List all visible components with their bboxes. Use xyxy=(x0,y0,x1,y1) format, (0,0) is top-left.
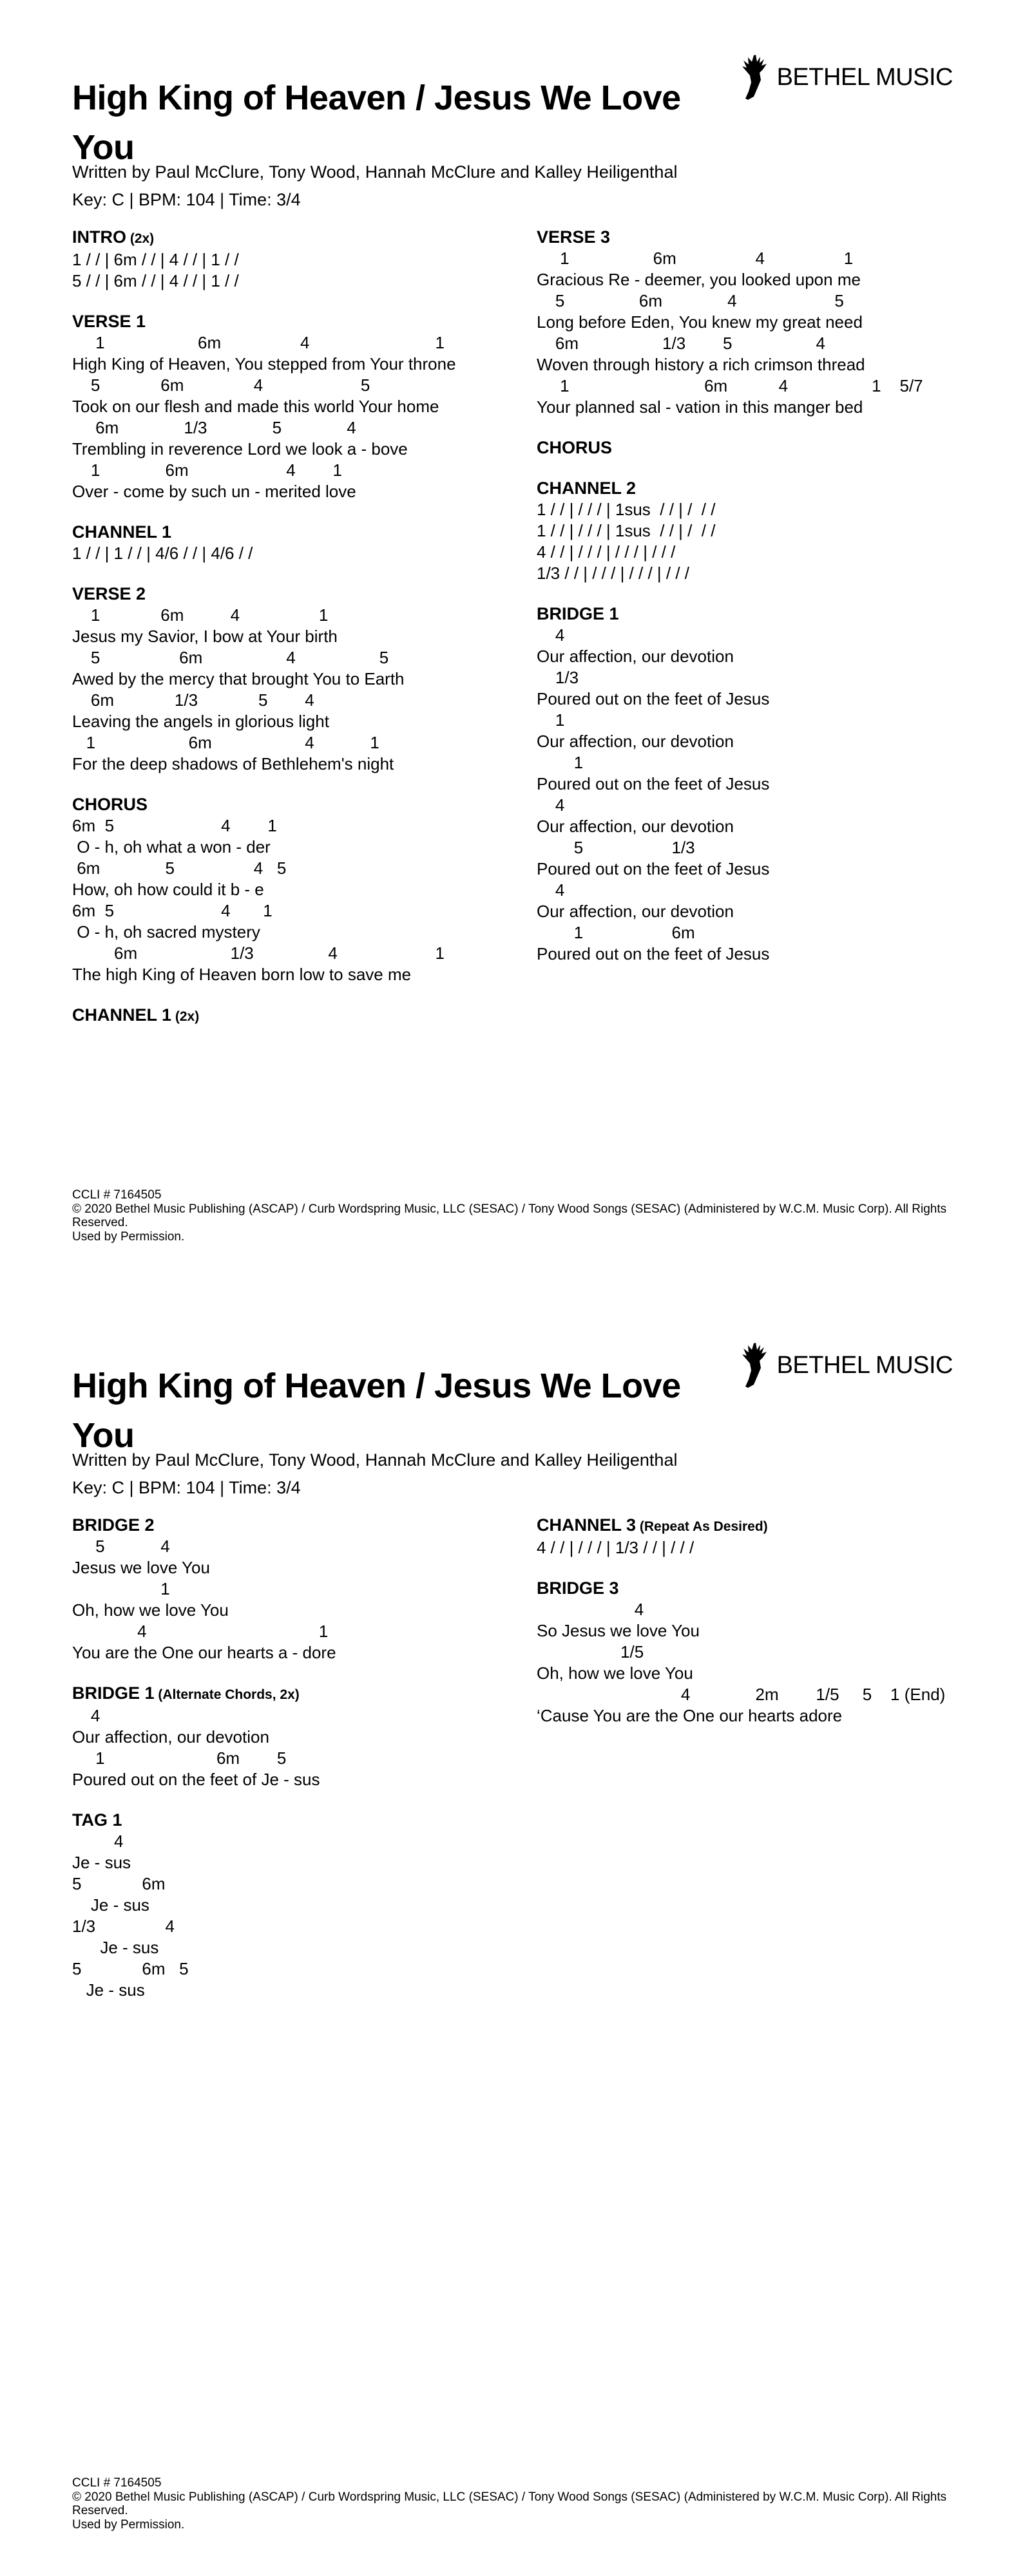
section-heading xyxy=(537,478,1001,499)
permission-line: Used by Permission. xyxy=(72,2517,185,2532)
chord-line: 1 6m 4 1 xyxy=(537,249,854,268)
lyric-line: Poured out on the feet of Je - sus xyxy=(72,1770,320,1789)
deer-icon xyxy=(738,54,772,100)
lyric-line: Woven through history a rich crimson thread xyxy=(537,355,865,374)
section-heading xyxy=(72,1683,526,1705)
section-title: BRIDGE 1 xyxy=(537,604,619,623)
chord-line: 5 6m 4 5 xyxy=(537,291,844,310)
lyric-line: Poured out on the feet of Jesus xyxy=(537,859,770,878)
section-heading xyxy=(72,311,526,332)
lyric-line: Jesus my Savior, I bow at Your birth xyxy=(72,627,338,646)
lyric-line: Poured out on the feet of Jesus xyxy=(537,689,770,708)
lyric-line: Oh, how we love You xyxy=(537,1663,693,1683)
section-heading xyxy=(72,583,526,605)
lyric-line: So Jesus we love You xyxy=(537,1621,700,1640)
chord-line: 4 1 xyxy=(72,1622,329,1641)
chord-line: 4 xyxy=(72,1832,124,1851)
chord-line: 4 xyxy=(537,880,565,900)
column-left xyxy=(72,1515,526,2001)
song-section xyxy=(72,1005,526,1027)
key-meta: Key: C | BPM: 104 | Time: 3/4 xyxy=(72,190,301,209)
section-heading xyxy=(72,227,526,249)
lyric-line: You are the One our hearts a - dore xyxy=(72,1643,336,1662)
lyric-line: For the deep shadows of Bethlehem's night xyxy=(72,754,394,773)
chord-line: 1 6m 5 xyxy=(72,1748,287,1768)
page-footer xyxy=(72,1188,1000,1244)
section-heading xyxy=(72,1515,526,1536)
song-section xyxy=(537,1578,1001,1727)
chord-chart-line: 1 / / | 1 / / | 4/6 / / | 4/6 / / xyxy=(72,544,253,563)
chord-line: 6m 5 4 1 xyxy=(72,816,277,835)
lyric-line: Je - sus xyxy=(72,1895,149,1915)
chord-line: 6m 1/3 4 1 xyxy=(72,943,445,963)
chord-chart-line: 4 / / | / / / | / / / | / / / xyxy=(537,542,676,562)
section-title: TAG 1 xyxy=(72,1810,122,1830)
chord-line: 6m 1/3 5 4 xyxy=(537,334,825,353)
lyric-line: Je - sus xyxy=(72,1938,159,1957)
section-annotation: (2x) xyxy=(171,1009,200,1024)
chord-chart-line: 1/3 / / | / / / | / / / | / / / xyxy=(537,564,689,583)
brand-wordmark: BETHEL MUSIC xyxy=(776,1352,953,1379)
chord-line: 1 xyxy=(537,753,584,772)
chord-line: 5 6m xyxy=(72,1874,166,1893)
page-2 xyxy=(0,1288,1025,2576)
chord-line: 4 2m 1/5 5 1 (End) xyxy=(537,1685,946,1704)
bethel-music-logo xyxy=(738,1342,953,1388)
section-heading xyxy=(537,1578,1001,1599)
chord-line: 1/3 xyxy=(537,668,579,687)
song-section xyxy=(537,478,1001,584)
chord-line: 1/5 xyxy=(537,1642,644,1662)
chord-line: 1/3 4 xyxy=(72,1917,175,1936)
lyric-line: High King of Heaven, You stepped from Your throne xyxy=(72,354,456,374)
brand-wordmark: BETHEL MUSIC xyxy=(776,64,953,91)
song-title: High King of Heaven / Jesus We Love You xyxy=(72,1367,681,1455)
song-section xyxy=(72,1515,526,1663)
section-title: CHORUS xyxy=(72,795,148,814)
song-section xyxy=(537,437,1001,459)
section-heading xyxy=(72,794,526,815)
section-title: BRIDGE 1 xyxy=(72,1683,155,1703)
deer-icon xyxy=(738,1342,772,1388)
section-heading xyxy=(537,227,1001,248)
written-by: Written by Paul McClure, Tony Wood, Hannah McClure and Kalley Heiligenthal xyxy=(72,1450,678,1470)
chord-chart-line: 1 / / | 6m / / | 4 / / | 1 / / xyxy=(72,250,239,269)
lyric-line: Je - sus xyxy=(72,1853,131,1872)
lyric-line: Poured out on the feet of Jesus xyxy=(537,944,770,963)
lyric-line: Our affection, our devotion xyxy=(537,732,734,751)
section-heading xyxy=(537,1515,1001,1537)
chord-line: 1 6m 4 1 xyxy=(72,460,343,480)
chord-chart-line: 1 / / | / / / | 1sus / / | / / / xyxy=(537,500,716,519)
chord-line: 5 6m 5 xyxy=(72,1959,189,1978)
chord-line: 4 xyxy=(537,795,565,815)
song-section xyxy=(537,603,1001,965)
song-title: High King of Heaven / Jesus We Love You xyxy=(72,79,681,167)
chord-chart-line: 4 / / | / / / | 1/3 / / | / / / xyxy=(537,1538,695,1557)
lyric-line: Jesus we love You xyxy=(72,1558,210,1577)
copyright-line: © 2020 Bethel Music Publishing (ASCAP) / Curb Wordspring Music, LLC (SESAC) / Tony Wood Songs (SESAC) (Administered by W.C.M. Music Corp). All Rights Reserved. xyxy=(72,2490,947,2517)
copyright-line: © 2020 Bethel Music Publishing (ASCAP) / Curb Wordspring Music, LLC (SESAC) / Tony Wood Songs (SESAC) (Administered by W.C.M. Music Corp). All Rights Reserved. xyxy=(72,1202,947,1229)
section-heading xyxy=(72,522,526,543)
section-annotation: (2x) xyxy=(126,231,155,246)
lyric-line: Our affection, our devotion xyxy=(537,817,734,836)
page-footer xyxy=(72,2476,1000,2532)
section-title: CHANNEL 2 xyxy=(537,478,637,498)
lyric-line: The high King of Heaven born low to save me xyxy=(72,965,412,984)
section-heading xyxy=(537,437,1001,459)
section-annotation: (Alternate Chords, 2x) xyxy=(154,1687,300,1702)
lyric-line: Trembling in reverence Lord we look a - bove xyxy=(72,439,408,459)
bethel-music-logo xyxy=(738,54,953,100)
section-title: CHANNEL 1 xyxy=(72,522,172,542)
chord-line: 1 xyxy=(537,710,565,730)
chord-line: 6m 5 4 5 xyxy=(72,858,287,878)
chord-line: 6m 1/3 5 4 xyxy=(72,418,356,437)
chord-line: 1 6m 4 1 xyxy=(72,733,379,752)
chord-line: 1 xyxy=(72,1579,170,1598)
column-right xyxy=(537,1515,1001,1727)
song-section xyxy=(72,1683,526,1790)
section-title: VERSE 3 xyxy=(537,227,611,247)
section-annotation: (Repeat As Desired) xyxy=(636,1519,768,1534)
lyric-line: ‘Cause You are the One our hearts adore xyxy=(537,1706,843,1725)
lyric-line: Our affection, our devotion xyxy=(537,647,734,666)
lyric-line: Oh, how we love You xyxy=(72,1600,229,1620)
ccli-line: CCLI # 7164505 xyxy=(72,1188,162,1202)
chord-line: 6m 1/3 5 4 xyxy=(72,690,314,710)
lyric-line: O - h, oh sacred mystery xyxy=(72,922,260,942)
chord-line: 5 6m 4 5 xyxy=(72,375,370,395)
chord-chart-line: 1 / / | / / / | 1sus / / | / / / xyxy=(537,521,716,540)
chord-line: 1 6m xyxy=(537,923,695,942)
song-section xyxy=(72,794,526,985)
chord-line: 1 6m 4 1 xyxy=(72,333,445,352)
section-title: BRIDGE 2 xyxy=(72,1515,155,1535)
written-by: Written by Paul McClure, Tony Wood, Hannah McClure and Kalley Heiligenthal xyxy=(72,162,678,182)
lyric-line: Leaving the angels in glorious light xyxy=(72,712,329,731)
section-title: CHANNEL 1 xyxy=(72,1005,172,1025)
lyric-line: Poured out on the feet of Jesus xyxy=(537,774,770,793)
byline-block xyxy=(72,1446,677,1502)
section-title: INTRO xyxy=(72,227,126,247)
lyric-line: How, oh how could it b - e xyxy=(72,880,264,899)
chord-line: 5 6m 4 5 xyxy=(72,648,389,667)
section-title: VERSE 2 xyxy=(72,584,146,603)
song-section xyxy=(72,1810,526,2001)
section-heading xyxy=(72,1810,526,1831)
chord-line: 4 xyxy=(72,1706,101,1725)
section-title: CHANNEL 3 xyxy=(537,1515,637,1535)
song-section xyxy=(537,1515,1001,1558)
chord-chart-line: 5 / / | 6m / / | 4 / / | 1 / / xyxy=(72,271,239,290)
section-title: CHORUS xyxy=(537,438,613,457)
lyric-line: Je - sus xyxy=(72,1980,145,2000)
lyric-line: Our affection, our devotion xyxy=(537,902,734,921)
song-section xyxy=(72,583,526,775)
song-section xyxy=(537,227,1001,418)
lyric-line: Took on our flesh and made this world Your home xyxy=(72,397,439,416)
key-meta: Key: C | BPM: 104 | Time: 3/4 xyxy=(72,1478,301,1497)
chord-line: 5 1/3 xyxy=(537,838,695,857)
section-heading xyxy=(72,1005,526,1027)
lyric-line: Long before Eden, You knew my great need xyxy=(537,312,863,332)
column-left xyxy=(72,227,526,1027)
section-title: VERSE 1 xyxy=(72,312,146,331)
chord-line: 5 4 xyxy=(72,1537,170,1556)
chord-line: 1 6m 4 1 xyxy=(72,605,329,625)
lyric-line: Our affection, our devotion xyxy=(72,1727,269,1747)
song-section xyxy=(72,522,526,564)
chord-line: 4 xyxy=(537,1600,644,1619)
song-section xyxy=(72,311,526,502)
section-heading xyxy=(537,603,1001,625)
section-title: BRIDGE 3 xyxy=(537,1578,619,1598)
lyric-line: Your planned sal - vation in this manger bed xyxy=(537,397,863,417)
lyric-line: Over - come by such un - merited love xyxy=(72,482,356,501)
chord-line: 6m 5 4 1 xyxy=(72,901,273,920)
lyric-line: O - h, oh what a won - der xyxy=(72,837,271,857)
permission-line: Used by Permission. xyxy=(72,1229,185,1244)
column-right xyxy=(537,227,1001,965)
ccli-line: CCLI # 7164505 xyxy=(72,2476,162,2490)
byline-block xyxy=(72,158,677,214)
lyric-line: Gracious Re - deemer, you looked upon me xyxy=(537,270,861,289)
song-section xyxy=(72,227,526,292)
chord-line: 1 6m 4 1 5/7 xyxy=(537,376,923,395)
lyric-line: Awed by the mercy that brought You to Earth xyxy=(72,669,405,688)
chord-line: 4 xyxy=(537,625,565,645)
